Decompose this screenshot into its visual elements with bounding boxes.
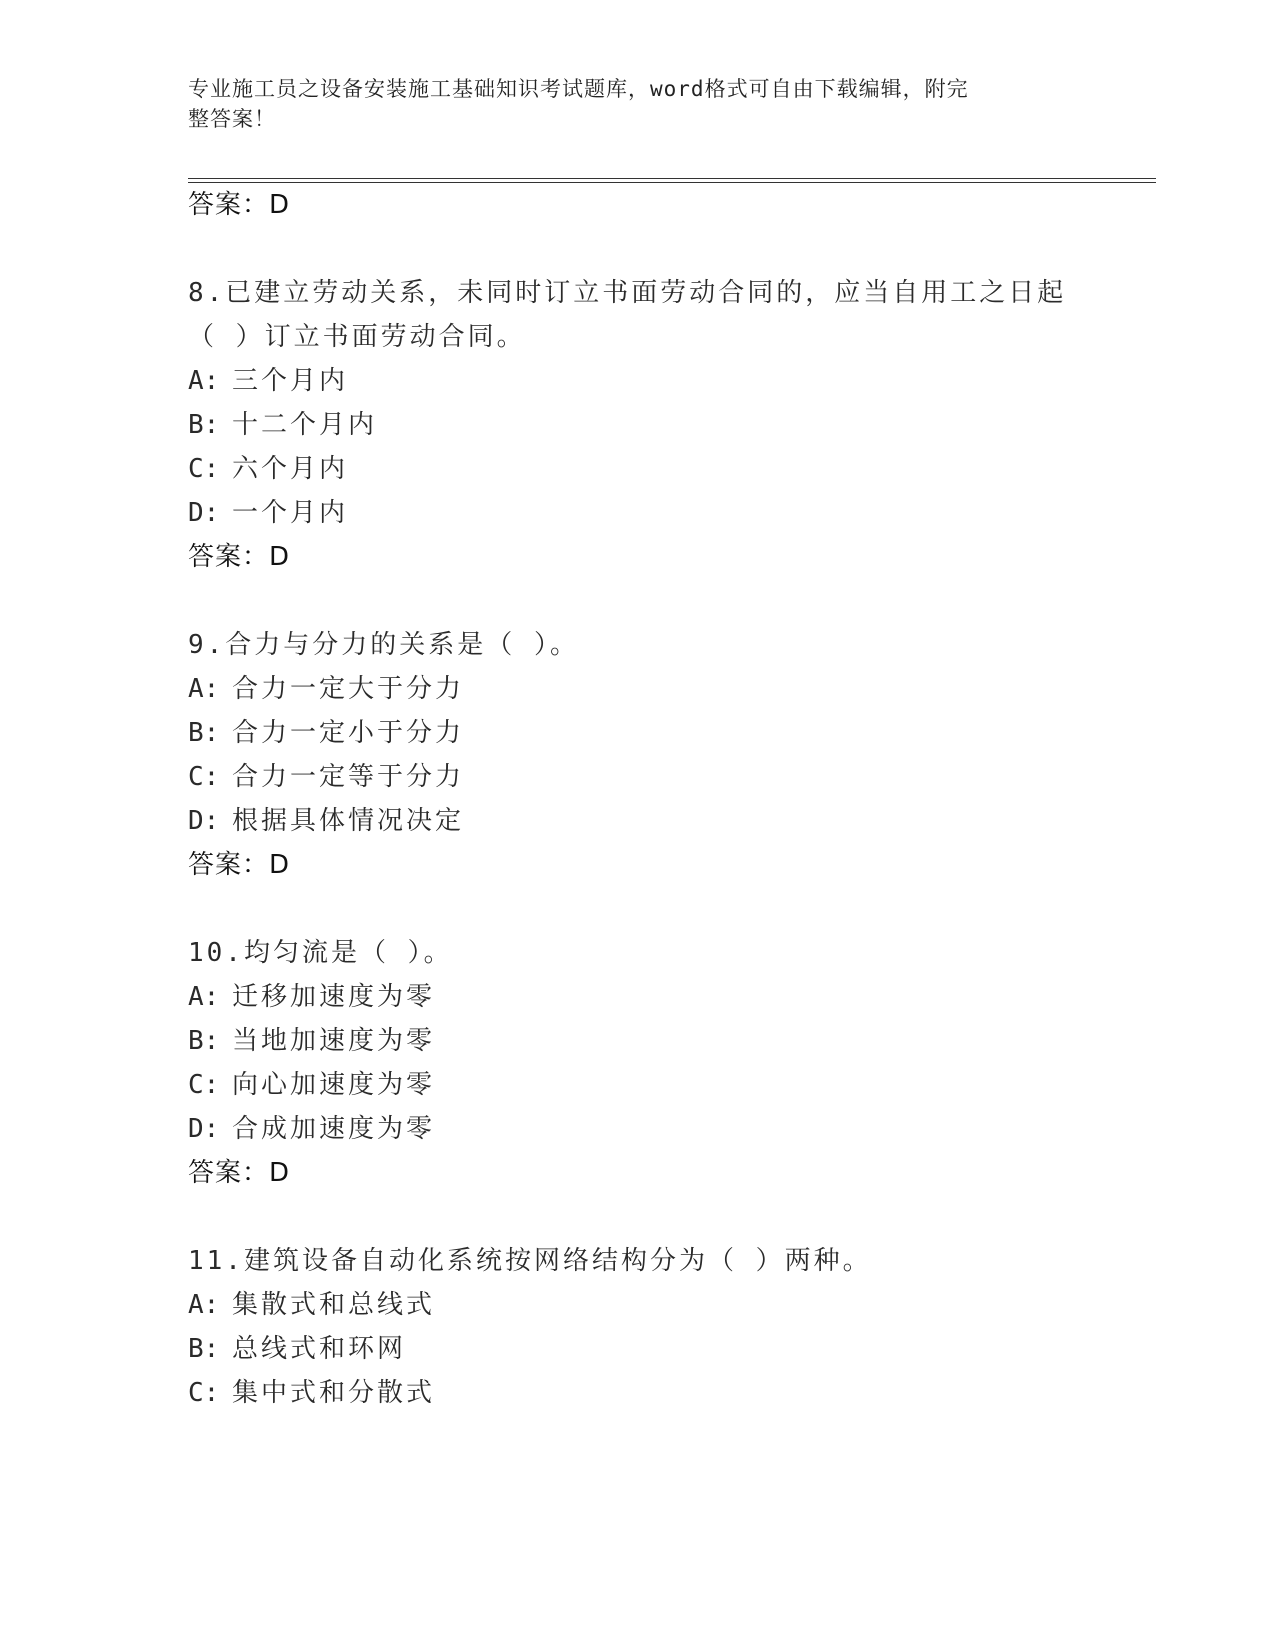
question-9-option-c — [188, 760, 464, 794]
previous-answer: 答案：D — [188, 190, 291, 220]
document-header — [188, 74, 1088, 134]
question-8-option-c — [188, 452, 348, 486]
question-10-stem: 10.均匀流是（ ）。 — [188, 938, 453, 968]
question-10-answer: 答案：D — [188, 1158, 291, 1188]
option-letter: D: — [188, 806, 220, 836]
option-letter: C: — [188, 1378, 220, 1408]
question-10-option-b — [188, 1024, 435, 1058]
option-letter: A: — [188, 1290, 220, 1320]
option-text: 当地加速度为零 — [232, 1026, 436, 1056]
option-text: 合力一定大于分力 — [232, 674, 465, 704]
option-text: 一个月内 — [232, 498, 349, 528]
question-9-stem: 9.合力与分力的关系是（ ）。 — [188, 630, 579, 660]
option-letter: A: — [188, 674, 220, 704]
question-11-option-b — [188, 1332, 406, 1366]
option-text: 六个月内 — [232, 454, 349, 484]
question-10-option-d — [188, 1112, 435, 1146]
question-9-option-b — [188, 716, 464, 750]
option-text: 总线式和环网 — [232, 1334, 407, 1364]
option-letter: D: — [188, 1114, 220, 1144]
option-text: 十二个月内 — [232, 410, 378, 440]
question-8-option-a — [188, 364, 348, 398]
option-letter: B: — [188, 1334, 220, 1364]
option-letter: B: — [188, 1026, 220, 1056]
question-10-option-a — [188, 980, 435, 1014]
question-9-option-a — [188, 672, 464, 706]
question-11-stem: 11.建筑设备自动化系统按网络结构分为（ ）两种。 — [188, 1246, 872, 1276]
option-letter: C: — [188, 454, 220, 484]
header-rule-top — [188, 178, 1156, 179]
option-letter: B: — [188, 410, 220, 440]
option-letter: A: — [188, 982, 220, 1012]
question-8-answer: 答案：D — [188, 542, 291, 572]
option-letter: B: — [188, 718, 220, 748]
option-letter: D: — [188, 498, 220, 528]
option-text: 集中式和分散式 — [232, 1378, 436, 1408]
question-8-stem-line-2: （ ）订立书面劳动合同。 — [188, 322, 526, 352]
question-8-option-b — [188, 408, 377, 442]
header-rule-bottom — [188, 182, 1156, 183]
question-9-answer: 答案：D — [188, 850, 291, 880]
question-10-option-c — [188, 1068, 435, 1102]
question-8-stem-line-1: 8.已建立劳动关系，未同时订立书面劳动合同的，应当自用工之日起 — [188, 278, 1067, 308]
header-line-2: 整答案！ — [188, 107, 276, 131]
option-text: 合力一定等于分力 — [232, 762, 465, 792]
question-8-option-d — [188, 496, 348, 530]
option-text: 三个月内 — [232, 366, 349, 396]
option-text: 集散式和总线式 — [232, 1290, 436, 1320]
option-text: 合成加速度为零 — [232, 1114, 436, 1144]
question-11-option-a — [188, 1288, 435, 1322]
option-letter: C: — [188, 762, 220, 792]
option-text: 向心加速度为零 — [232, 1070, 436, 1100]
option-text: 迁移加速度为零 — [232, 982, 436, 1012]
option-letter: A: — [188, 366, 220, 396]
option-letter: C: — [188, 1070, 220, 1100]
question-11-option-c — [188, 1376, 435, 1410]
header-line-1: 专业施工员之设备安装施工基础知识考试题库，word格式可自由下载编辑，附完 — [188, 77, 969, 101]
option-text: 根据具体情况决定 — [232, 806, 465, 836]
option-text: 合力一定小于分力 — [232, 718, 465, 748]
question-9-option-d — [188, 804, 464, 838]
